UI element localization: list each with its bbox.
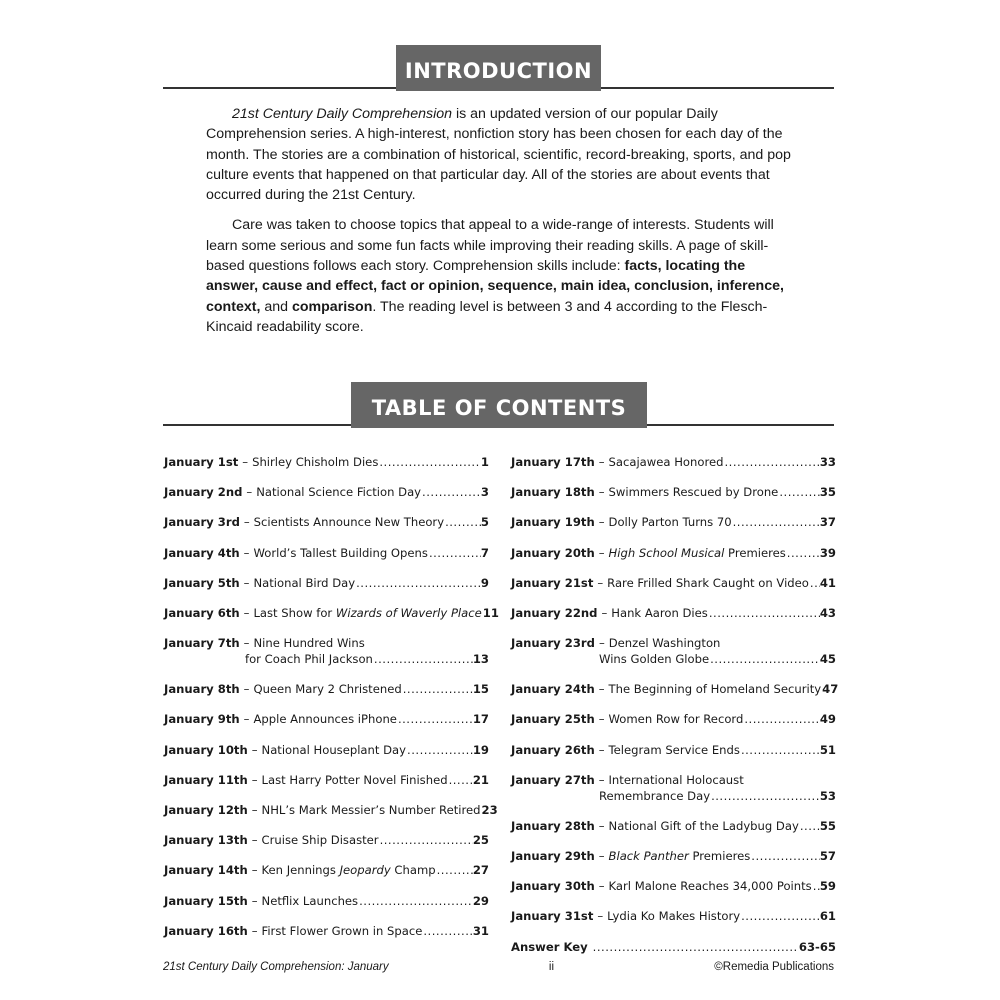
toc-leader-dots xyxy=(593,940,799,954)
toc-entry-page: 17 xyxy=(472,712,489,727)
toc-entry-title: Hank Aaron Dies xyxy=(611,606,708,620)
page-footer xyxy=(163,961,834,973)
table-of-contents-heading: TABLE OF CONTENTS xyxy=(351,382,647,428)
toc-entry xyxy=(511,636,836,668)
toc-entry-separator: – xyxy=(251,893,258,908)
toc-entry-line xyxy=(164,576,489,592)
toc-entry-date: January 27th xyxy=(511,772,595,787)
toc-entry-line xyxy=(511,515,836,531)
toc-entry-date: January 24th xyxy=(511,682,595,697)
toc-entry-title-continued: for Coach Phil Jackson xyxy=(245,652,373,667)
toc-entry xyxy=(511,940,836,956)
toc-title-italic: High School Musical xyxy=(608,545,725,560)
footer-page-number: ii xyxy=(548,961,555,973)
toc-entry-date: January 7th xyxy=(164,636,240,651)
toc-entry-separator: – xyxy=(598,545,605,560)
toc-entry-page: 5 xyxy=(480,515,489,530)
toc-entry xyxy=(511,515,836,531)
toc-entry-line xyxy=(511,819,836,835)
toc-entry-separator: – xyxy=(243,682,250,697)
toc-entry-title: Women Row for Record xyxy=(608,712,744,727)
toc-entry-page: 37 xyxy=(819,515,836,530)
toc-entry-line xyxy=(164,863,489,879)
toc-entry-date: January 30th xyxy=(511,879,595,894)
toc-entry-title: Telegram Service Ends xyxy=(608,742,740,757)
toc-entry-title: National Bird Day xyxy=(253,575,356,590)
toc-entry-page: 57 xyxy=(819,849,836,863)
toc-entry-date: January 4th xyxy=(164,545,240,560)
toc-entry xyxy=(164,924,489,940)
intro-paragraph-1 xyxy=(206,104,796,205)
toc-entry-line xyxy=(511,773,836,789)
toc-entry-page: 35 xyxy=(819,485,836,500)
toc-entry-line xyxy=(511,682,839,698)
toc-entry-title: First Flower Grown in Space xyxy=(261,923,423,938)
toc-leader-dots xyxy=(709,606,820,620)
toc-entry-separator: – xyxy=(601,606,608,620)
toc-leader-dots xyxy=(449,773,473,787)
toc-entry xyxy=(164,455,489,471)
toc-entry-date: January 11th xyxy=(164,772,248,787)
toc-entry xyxy=(511,879,836,895)
toc-entry xyxy=(511,819,836,835)
toc-leader-dots xyxy=(398,712,473,726)
toc-entry-page: 25 xyxy=(472,833,489,848)
toc-leader-dots xyxy=(380,833,473,847)
toc-entry-date: January 12th xyxy=(164,803,248,817)
toc-entry-line xyxy=(511,636,836,652)
toc-leader-dots xyxy=(751,849,820,863)
toc-entry xyxy=(511,455,836,471)
toc-entry-page: 9 xyxy=(480,575,489,590)
toc-entry-page: 61 xyxy=(819,909,836,924)
toc-leader-dots xyxy=(423,924,473,938)
toc-entry xyxy=(511,576,836,592)
toc-entry-date: January 3rd xyxy=(164,515,240,530)
toc-entry-separator: – xyxy=(598,515,605,530)
toc-leader-dots xyxy=(711,789,820,803)
intro-book-title: 21st Century Daily Comprehension xyxy=(232,106,453,122)
toc-entry-separator: – xyxy=(246,485,253,500)
toc-entry-line xyxy=(511,606,836,622)
toc-entry-title: Last Harry Potter Novel Finished xyxy=(261,772,448,787)
toc-leader-dots xyxy=(407,743,473,757)
toc-leader-dots xyxy=(379,455,481,469)
toc-entry-separator: – xyxy=(598,818,605,833)
toc-entry-title: Denzel Washington xyxy=(608,636,721,651)
toc-entry-line xyxy=(164,803,498,819)
toc-entry xyxy=(164,576,489,592)
toc-entry-page: 45 xyxy=(819,652,836,667)
intro-p2-c: . The reading level is between 3 and 4 according to the Flesch-Kincaid readability score. xyxy=(206,298,768,335)
toc-entry-line xyxy=(511,879,836,895)
toc-entry-page: 7 xyxy=(480,545,489,560)
toc-title-text: Champ xyxy=(390,863,436,878)
toc-leader-dots xyxy=(359,894,473,908)
toc-leader-dots xyxy=(422,485,481,499)
toc-entry xyxy=(164,485,489,501)
toc-entry xyxy=(164,833,489,849)
toc-entry-separator: – xyxy=(597,909,604,924)
toc-entry xyxy=(164,682,489,698)
toc-leader-dots xyxy=(800,819,820,833)
toc-entry xyxy=(511,712,836,728)
toc-entry-title: Dolly Parton Turns 70 xyxy=(608,515,732,530)
toc-entry-line xyxy=(164,924,489,940)
toc-entry-separator: – xyxy=(251,833,258,848)
toc-entry-page: 19 xyxy=(472,742,489,757)
toc-entry-line xyxy=(164,712,489,728)
toc-leader-dots xyxy=(710,652,820,666)
toc-entry-title: Swimmers Rescued by Drone xyxy=(608,485,779,500)
toc-leader-dots xyxy=(374,652,473,666)
toc-entry-line xyxy=(511,940,836,956)
toc-entry-title: Cruise Ship Disaster xyxy=(261,833,379,848)
toc-entry-date: January 25th xyxy=(511,712,595,727)
toc-entry-line xyxy=(511,849,836,865)
toc-leader-dots xyxy=(724,455,819,469)
toc-entry-line xyxy=(511,652,836,668)
toc-entry-separator: – xyxy=(598,485,605,500)
toc-entry-separator: – xyxy=(598,455,605,469)
toc-entry-line xyxy=(511,789,836,805)
toc-entry-line xyxy=(164,515,489,531)
toc-entry-line xyxy=(164,833,489,849)
toc-entry-page: 63-65 xyxy=(798,939,836,954)
toc-entry-page: 3 xyxy=(480,485,489,500)
intro-p2-a: Care was taken to choose topics that appeal to a wide-range of interests. Students will learn some serious and some fun facts while improving their reading skills. A page of skill-based questions follows each story. Comprehension skills include: xyxy=(206,217,774,275)
toc-entry-separator: – xyxy=(597,575,604,590)
toc-leader-dots xyxy=(787,546,820,560)
toc-leader-dots xyxy=(437,863,473,877)
toc-entry-separator: – xyxy=(598,879,605,894)
toc-entry xyxy=(164,773,489,789)
toc-entry-separator: – xyxy=(598,772,605,787)
toc-entry-date: January 17th xyxy=(511,455,595,469)
toc-entry-page: 15 xyxy=(472,682,489,697)
toc-entry-page: 29 xyxy=(472,893,489,908)
toc-entry-date: January 14th xyxy=(164,863,248,878)
toc-entry-separator: – xyxy=(243,545,250,560)
toc-entry-date: January 10th xyxy=(164,742,248,757)
toc-entry-separator: – xyxy=(251,863,258,878)
toc-entry-page: 33 xyxy=(819,455,836,469)
toc-entry-page: 1 xyxy=(480,455,489,469)
toc-entry-line xyxy=(164,606,499,622)
toc-entry-title: Nine Hundred Wins xyxy=(253,636,365,651)
toc-entry xyxy=(164,712,489,728)
toc-entry-line xyxy=(511,743,836,759)
toc-entry xyxy=(164,636,489,668)
toc-entry-separator: – xyxy=(251,923,258,938)
toc-leader-dots xyxy=(813,879,820,893)
toc-entry-line xyxy=(164,546,489,562)
toc-title-text: Premieres xyxy=(688,849,751,863)
toc-leader-dots xyxy=(744,712,820,726)
toc-entry xyxy=(164,894,489,910)
toc-entry-date: Answer Key xyxy=(511,939,588,954)
toc-entry-line xyxy=(511,576,836,592)
footer-publisher: ©Remedia Publications xyxy=(714,961,834,973)
toc-entry-date: January 18th xyxy=(511,485,595,500)
toc-leader-dots xyxy=(741,743,820,757)
toc-entry-date: January 19th xyxy=(511,515,595,530)
toc-entry-line xyxy=(164,485,489,501)
toc-entry xyxy=(164,863,489,879)
toc-entry-page: 49 xyxy=(819,712,836,727)
toc-entry-title: The Beginning of Homeland Security xyxy=(608,682,822,697)
toc-entry-line xyxy=(164,455,489,471)
toc-entry-page: 13 xyxy=(472,652,489,667)
toc-leader-dots xyxy=(445,515,481,529)
toc-entry-title xyxy=(253,606,481,620)
toc-entry-page: 23 xyxy=(481,803,498,817)
toc-entry-page: 47 xyxy=(822,682,839,697)
toc-entry xyxy=(511,606,836,622)
toc-title-italic: Black Panther xyxy=(608,849,689,863)
toc-entry-separator: – xyxy=(598,849,605,863)
toc-entry-line xyxy=(511,485,836,501)
toc-entry-page: 11 xyxy=(482,606,499,620)
footer-book-title: 21st Century Daily Comprehension: January xyxy=(163,961,389,973)
toc-entry xyxy=(511,682,839,698)
toc-entry-line xyxy=(511,546,836,562)
toc-entry-date: January 22nd xyxy=(511,606,598,620)
toc-entry-separator: – xyxy=(243,515,250,530)
toc-entry xyxy=(164,606,499,622)
intro-p1-text: is an updated version of our popular Daily Comprehension series. A high-interest, nonfiction story has been chosen for each day of the month. The stories are a combination of historical, scientific, record-breaking, sports, and pop culture events that happened on that particular day. All of the stories are about events that occurred during the 21st Century. xyxy=(206,106,791,204)
toc-leader-dots xyxy=(403,682,473,696)
toc-entry-date: January 9th xyxy=(164,712,240,727)
toc-entry-separator: – xyxy=(243,606,250,620)
toc-entry-page: 55 xyxy=(819,818,836,833)
toc-entry xyxy=(511,849,836,865)
toc-entry-line xyxy=(164,773,489,789)
toc-entry xyxy=(511,546,836,562)
toc-entry-line xyxy=(164,636,489,652)
toc-entry-title: Scientists Announce New Theory xyxy=(253,515,445,530)
toc-entry-title: Lydia Ko Makes History xyxy=(607,909,741,924)
toc-entry-date: January 28th xyxy=(511,818,595,833)
toc-entry-title: World’s Tallest Building Opens xyxy=(253,545,428,560)
toc-entry-title: National Gift of the Ladybug Day xyxy=(608,818,799,833)
toc-entry-title: NHL’s Mark Messier’s Number Retired xyxy=(261,803,481,817)
toc-entry-line xyxy=(164,894,489,910)
toc-entry xyxy=(164,546,489,562)
toc-entry-date: January 16th xyxy=(164,923,248,938)
toc-entry-title: International Holocaust xyxy=(608,772,744,787)
toc-entry-date: January 5th xyxy=(164,575,240,590)
toc-entry-separator: – xyxy=(598,682,605,697)
toc-entry-date: January 31st xyxy=(511,909,594,924)
toc-entry-date: January 15th xyxy=(164,893,248,908)
toc-entry-page: 51 xyxy=(819,742,836,757)
toc-entry-separator: – xyxy=(251,742,258,757)
toc-entry-separator: – xyxy=(251,772,258,787)
toc-entry-title: National Science Fiction Day xyxy=(256,485,422,500)
toc-entry-line xyxy=(164,682,489,698)
toc-leader-dots xyxy=(356,576,481,590)
toc-entry-separator: – xyxy=(251,803,258,817)
toc-entry-date: January 1st xyxy=(164,455,239,469)
toc-entry-separator: – xyxy=(598,712,605,727)
toc-entry xyxy=(164,803,498,819)
intro-paragraph-2 xyxy=(206,215,796,337)
toc-entry-title: Sacajawea Honored xyxy=(608,455,724,469)
introduction-body xyxy=(206,104,796,347)
toc-entry-line xyxy=(511,909,836,925)
toc-entry-title-continued: Wins Golden Globe xyxy=(599,652,710,667)
toc-entry-title: Shirley Chisholm Dies xyxy=(252,455,379,469)
toc-entry-separator: – xyxy=(243,636,250,651)
toc-entry-separator: – xyxy=(598,636,605,651)
toc-entry-date: January 26th xyxy=(511,742,595,757)
toc-leader-dots xyxy=(810,576,820,590)
toc-entry-page: 43 xyxy=(819,606,836,620)
toc-entry-title-continued: Remembrance Day xyxy=(599,788,711,803)
toc-entry-title: Apple Announces iPhone xyxy=(253,712,397,727)
toc-title-italic: Wizards of Waverly Place xyxy=(335,606,482,620)
toc-leader-dots xyxy=(741,909,820,923)
toc-entry xyxy=(164,515,489,531)
intro-p2-b: and xyxy=(260,298,292,315)
toc-entry-page: 21 xyxy=(472,772,489,787)
intro-skill-comparison: comparison xyxy=(291,298,373,315)
toc-entry-date: January 29th xyxy=(511,849,595,863)
toc-entry-date: January 2nd xyxy=(164,485,243,500)
toc-entry-separator: – xyxy=(242,455,249,469)
toc-entry-title: Netflix Launches xyxy=(261,893,359,908)
toc-entry-page: 53 xyxy=(819,788,836,803)
toc-entry xyxy=(511,773,836,805)
toc-entry-date: January 13th xyxy=(164,833,248,848)
toc-title-text: Last Show for xyxy=(253,606,336,620)
toc-entry-date: January 20th xyxy=(511,545,595,560)
toc-entry-line xyxy=(164,743,489,759)
toc-entry-page: 31 xyxy=(472,923,489,938)
toc-entry-line xyxy=(511,712,836,728)
toc-entry-separator: – xyxy=(598,742,605,757)
toc-entry-page: 59 xyxy=(819,879,836,894)
toc-entry-separator: – xyxy=(243,575,250,590)
toc-entry-title: National Houseplant Day xyxy=(261,742,407,757)
toc-entry xyxy=(511,485,836,501)
toc-entry-title xyxy=(609,546,786,560)
toc-entry-page: 39 xyxy=(819,545,836,560)
toc-entry-page: 41 xyxy=(819,575,836,590)
toc-entry-date: January 8th xyxy=(164,682,240,697)
toc-entry-date: January 6th xyxy=(164,606,240,620)
toc-entry-date: January 23rd xyxy=(511,636,595,651)
toc-entry xyxy=(511,743,836,759)
intro-skills-list: facts, locating the answer, cause and effect, fact or opinion, sequence, main idea, conclusion, inference, context, xyxy=(206,258,784,315)
toc-entry-title: Karl Malone Reaches 34,000 Points xyxy=(608,879,812,894)
toc-leader-dots xyxy=(429,546,481,560)
toc-leader-dots xyxy=(779,485,820,499)
toc-entry xyxy=(164,743,489,759)
toc-entry-separator: – xyxy=(243,712,250,727)
toc-entry-line xyxy=(511,455,836,471)
toc-leader-dots xyxy=(733,515,820,529)
toc-title-text: Premieres xyxy=(724,545,786,560)
toc-entry-line xyxy=(164,652,489,668)
introduction-heading: INTRODUCTION xyxy=(396,45,601,91)
toc-entry xyxy=(511,909,836,925)
toc-entry-page: 27 xyxy=(472,863,489,878)
toc-title-text: Ken Jennings xyxy=(261,863,340,878)
toc-entry-title: Queen Mary 2 Christened xyxy=(253,682,402,697)
toc-entry-title xyxy=(609,849,751,863)
toc-entry-date: January 21st xyxy=(511,575,594,590)
toc-entry-title xyxy=(262,863,436,877)
toc-title-italic: Jeopardy xyxy=(339,863,391,878)
toc-entry-title: Rare Frilled Shark Caught on Video xyxy=(607,575,809,590)
